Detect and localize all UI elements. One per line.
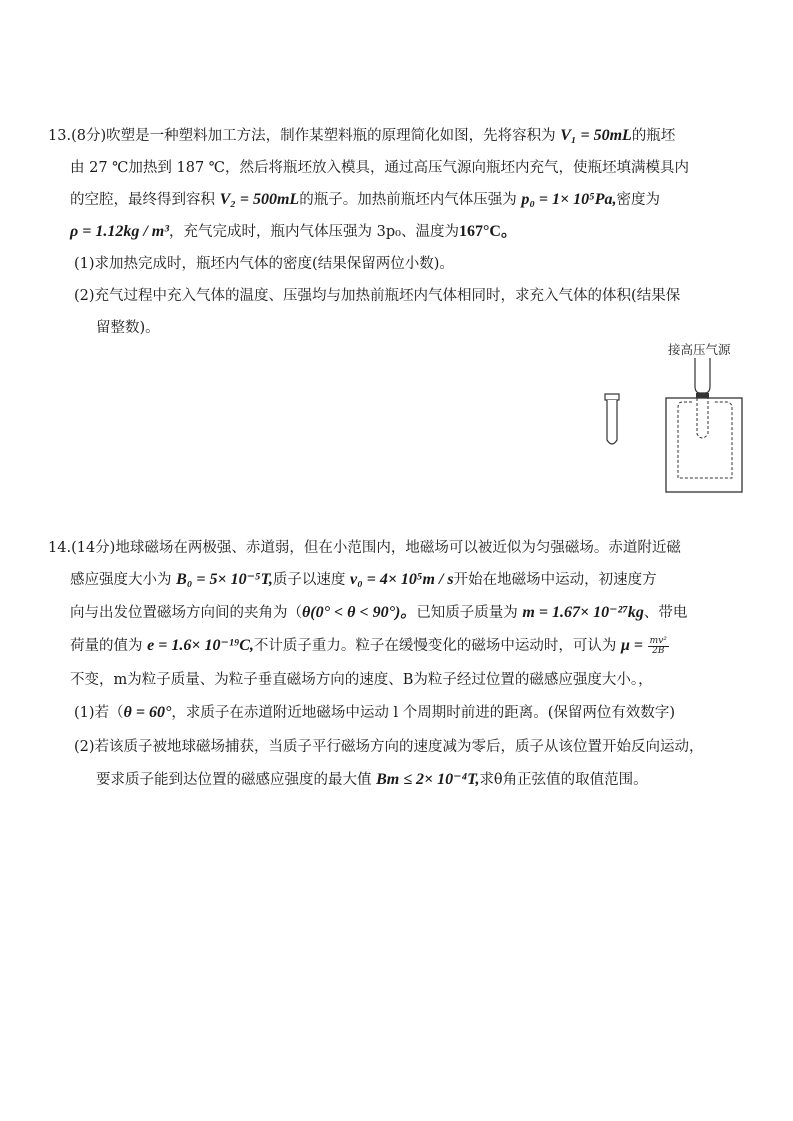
- q14-line-4: [70, 636, 669, 656]
- gas-pipe: [695, 358, 710, 393]
- q13-text: 由 27 ℃加热到 187 ℃，然后将瓶坯放入模具，通过高压气源向瓶坯内充气，使瓶坯填满模具内: [70, 160, 690, 176]
- q13-line-3: [70, 190, 660, 210]
- q14-mass: m = 1.67× 10⁻²⁷kg: [522, 604, 644, 621]
- q14-line-1: [48, 538, 681, 558]
- q14-text: 感应强度大小为: [70, 572, 172, 588]
- q13-rho: ρ = 1.12kg / m³: [70, 223, 170, 240]
- q14-sub2-text: 要求质子能到达位置的磁感应强度的最大值: [96, 772, 372, 788]
- q14-sub2-text: 求θ角正弦值的取值范围。: [479, 772, 648, 788]
- q13-line-4: [70, 222, 517, 242]
- q13-v1: V₁ = 50mL: [560, 127, 632, 144]
- q13-text: 吹塑是一种塑料加工方法，制作某塑料瓶的原理简化如图，先将容积为: [106, 128, 556, 144]
- q14-b0: B₀ = 5× 10⁻⁵T,: [176, 571, 273, 588]
- q14-charge: e = 1.6× 10⁻¹⁹C,: [147, 637, 254, 654]
- q14-sub1-text: ，求质子在赤道附近地磁场中运动 l 个周期时前进的距离。(保留两位有效数字): [171, 705, 676, 721]
- q14-line-5: [70, 670, 653, 690]
- q13-text: 的瓶坯: [631, 128, 676, 144]
- q14-sub2-text: (2)若该质子被地球磁场捕获，当质子平行磁场方向的速度减为零后，质子从该位置开始反向运动，: [74, 739, 704, 755]
- q14-line-2: [70, 570, 657, 590]
- mu-denominator: 2B: [652, 645, 665, 656]
- q13-v2: V₂ = 500mL: [219, 191, 300, 208]
- q13-text: ，充气完成时，瓶内气体压强为 3p₀、温度为: [169, 224, 459, 240]
- q13-sub1: [74, 254, 454, 274]
- figure-label: 接高压气源: [668, 342, 731, 357]
- q14-mu: μ =: [621, 637, 644, 654]
- q14-text: 向与出发位置磁场方向间的夹角为（: [70, 605, 302, 621]
- q13-temperature: 167°C。: [458, 223, 517, 240]
- q14-sub1: [74, 703, 675, 723]
- q14-text: 荷量的值为: [70, 638, 143, 654]
- q14-text: 开始在地磁场中运动，初速度方: [453, 572, 657, 588]
- q14-text: 已知质子质量为: [416, 605, 518, 621]
- blow-molding-diagram: [600, 338, 760, 498]
- q14-score: (14分): [71, 540, 116, 556]
- q14-theta: θ(0° < θ < 90°)。: [302, 604, 417, 621]
- q14-v0: v₀ = 4× 10⁵m / s: [350, 571, 454, 588]
- q13-sub2-line-1: [74, 286, 680, 306]
- q13-text: 的空腔，最终得到容积: [70, 192, 215, 208]
- q13-sub2-text: 留整数)。: [96, 320, 160, 336]
- preform-tube: [605, 394, 619, 444]
- q14-sub1-theta: θ = 60°: [123, 704, 172, 721]
- q14-sub1-text: (1)若（: [74, 705, 124, 721]
- q13-number: 13.: [48, 128, 72, 144]
- blow-molding-figure: [600, 338, 760, 502]
- q14-number: 14.: [48, 540, 72, 556]
- pipe-connector: [696, 393, 709, 398]
- q14-text: 不计质子重力。粒子在缓慢变化的磁场中运动时，可认为: [253, 638, 617, 654]
- q13-score: (8分): [71, 128, 107, 144]
- q13-sub2-text: (2)充气过程中充入气体的温度、压强均与加热前瓶坯内气体相同时，求充入气体的体积(结果保: [74, 288, 681, 304]
- q13-line-1: [48, 126, 675, 146]
- q14-text: 不变，m为粒子质量、为粒子垂直磁场方向的速度、B为粒子经过位置的磁感应强度大小。，: [70, 672, 653, 688]
- q13-line-2: [70, 158, 689, 178]
- q14-text: 地球磁场在两极强、赤道弱，但在小范围内，地磁场可以被近似为匀强磁场。赤道附近磁: [115, 540, 681, 556]
- q13-sub2-line-2: [96, 318, 160, 338]
- q13-p0: p₀ = 1× 10⁵Pa,: [521, 191, 617, 208]
- q14-text: 质子以速度: [272, 572, 346, 588]
- q14-bm: Bm ≤ 2× 10⁻⁴T,: [376, 771, 480, 788]
- q14-mu-fraction: [648, 637, 669, 656]
- q14-sub2-line-1: [74, 737, 704, 757]
- q13-text: 的瓶子。加热前瓶坯内气体压强为: [299, 192, 517, 208]
- q13-text: 密度为: [616, 192, 660, 208]
- mu-numerator: mv²: [649, 635, 667, 646]
- q14-line-3: [70, 603, 687, 623]
- q14-sub2-line-2: [96, 770, 648, 790]
- q13-sub1-text: (1)求加热完成时，瓶坯内气体的密度(结果保留两位小数)。: [74, 256, 454, 272]
- q14-text: 、带电: [643, 605, 688, 621]
